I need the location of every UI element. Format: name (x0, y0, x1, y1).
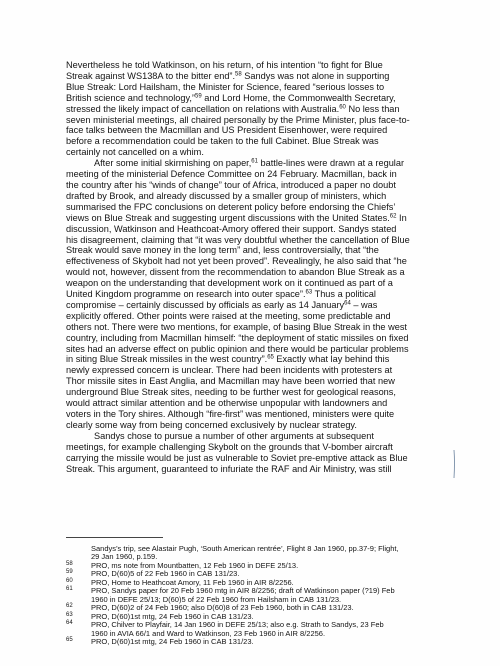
body-line-text: certainly not cancelled on a whim. (66, 147, 204, 158)
footnote (66, 587, 446, 604)
body-line-text: Nevertheless he told Watkinson, on his return, of his intention “to fight for Blue (66, 60, 383, 70)
body-line-text: sites had an adverse effect on public opinion and there would be particular problems (66, 343, 409, 354)
body-line-text: meeting of the ministerial Defence Committee on 24 February. Macmillan, back in (66, 169, 397, 180)
body-line-text: – was (350, 299, 378, 310)
body-line (66, 256, 438, 267)
body-line (66, 136, 438, 147)
body-line-text: compromise – certainly discussed by officials as early as 14 January (66, 299, 345, 310)
footnote-text: PRO, D(60)1st mtg, 24 Feb 1960 in CAB 131/23. (91, 636, 254, 646)
body-line (66, 409, 438, 420)
footnote-ref: 61 (251, 158, 258, 165)
body-line-text: underground Blue Streak sites, needing to be further west for geological reasons, (66, 387, 396, 398)
footnote-text: 1960 in DEFE 25/13; D(60)5 of 22 Feb 1960 from Hailsham in CAB 131/23. (91, 594, 342, 604)
body-line (66, 431, 438, 442)
body-line (66, 365, 438, 376)
footnote-ref: 63 (305, 289, 313, 296)
body-line-text: before a recommendation could be taken to the full Cabinet. Blue Streak was (66, 136, 379, 147)
body-line-text: Thus a political (312, 289, 376, 300)
body-line (66, 278, 438, 289)
body-line-text: discussion, Watkinson and Heathcoat-Amory offered their support. Sandys stated (66, 223, 397, 234)
body-text (66, 60, 438, 474)
body-line-text: Exactly what lay behind this (273, 354, 390, 365)
body-line-text: seven ministerial meetings, all chaired personally by the Prime Minister, plus face-to- (66, 114, 410, 125)
body-line (66, 169, 438, 180)
body-line (66, 464, 438, 475)
footnote-text: PRO, D(60)1st mtg, 24 Feb 1960 in CAB 131/23. (91, 611, 254, 621)
body-line-text: No less than (345, 103, 400, 114)
footnotes (66, 545, 446, 646)
body-line (66, 289, 438, 300)
body-line (66, 267, 438, 278)
body-line-text: and Lord Home, the Commonwealth Secretary, (201, 92, 396, 103)
footnote-text: 29 Jan 1960, p.159. (91, 552, 158, 562)
body-line-text: Thor missile sites in East Anglia, and Macmillan may have been worried that new (66, 376, 395, 387)
body-line (66, 398, 438, 409)
body-line (66, 420, 438, 431)
body-line-text: stressed the likely impact of cancellation on relations with Australia. (66, 103, 340, 114)
body-line (66, 453, 438, 464)
body-line (66, 333, 438, 344)
body-line-text: Streak would save money in the long term” and, less controversially, that “the (66, 245, 379, 256)
body-line-text: the country after his “winds of change” tour of Africa, introduced a paper no doubt (66, 179, 396, 190)
footnote-text: PRO, Sandys paper for 20 Feb 1960 mtg in AIR 8/2256; draft of Watkinson paper (?19) Feb (91, 586, 395, 596)
footnote-number: 62 (66, 603, 73, 610)
body-line (66, 202, 438, 213)
body-line-text: explicitly offered. Other points were raised at the meeting, some predictable and (66, 310, 391, 321)
footnote-text: PRO, D(60)5 of 22 Feb 1960 in CAB 131/23. (91, 569, 240, 579)
body-line-text: his disagreement, claiming that “it was very doubtful whether the cancellation of Blue (66, 234, 410, 245)
body-line (66, 311, 438, 322)
body-line-text: British science and technology,” (66, 92, 196, 103)
footnote-ref: 59 (195, 93, 202, 100)
body-line (66, 354, 438, 365)
footnote-number: 59 (66, 569, 73, 576)
body-line-text: views on Blue Streak and suggesting urgent discussions with the United States. (66, 212, 390, 223)
body-line-text: Sandys was not alone in supporting (241, 70, 390, 81)
body-line-text: meetings, for example challenging Skybolt on the grounds that V-bomber aircraft (66, 441, 393, 452)
body-line-text: After some initial skirmishing on paper, (94, 158, 252, 169)
body-line (66, 235, 438, 246)
body-line-text: United Kingdom programme on research into outer space”. (66, 289, 306, 300)
body-line (66, 224, 438, 235)
body-line-text: Sandys chose to pursue a number of other arguments at subsequent (94, 430, 374, 441)
footnote-text: PRO, D(60)2 of 24 Feb 1960; also D(60)8 of 23 Feb 1960, both in CAB 131/23. (91, 603, 354, 613)
body-line-text: Blue Streak: Lord Hailsham, the Minister for Science, feared “serious losses to (66, 81, 385, 92)
body-line-text: effectiveness of Skybolt had not yet been proved”. Revealingly, he also said that “he (66, 256, 407, 267)
body-line (66, 191, 438, 202)
body-line-text: country, including from Macmillan himself: “the deployment of static missiles on fixed (66, 332, 409, 343)
footnote-number: 61 (66, 586, 73, 593)
body-line-text: Streak. This argument, guaranteed to infuriate the RAF and Air Ministry, was still (66, 463, 392, 474)
body-line-text: others not. There were two mentions, for example, of basing Blue Streak in the west (66, 321, 407, 332)
footnote-text: PRO, ms note from Mountbatten, 12 Feb 1960 in DEFE 25/13. (91, 560, 299, 570)
footnote-number: 58 (66, 560, 73, 567)
body-line (66, 387, 438, 398)
footnote-number: 65 (66, 636, 73, 643)
footnote-ref: 58 (235, 71, 242, 78)
body-line-text: face talks between the Macmillan and US President Eisenhower, were required (66, 125, 388, 136)
body-line (66, 60, 438, 71)
body-line-text: voters in the Tory shires. Although “fire-first” was mentioned, ministers were quite (66, 409, 395, 419)
footnote-ref: 60 (339, 104, 346, 111)
body-line-text: summarised the FPC conclusions on deterent policy before endorsing the Chiefs’ (66, 201, 396, 212)
body-line-text: weapon on the understanding that development work on it continued as part of a (66, 278, 393, 289)
body-line-text: would not, however, dissent from the recommendation to abandon Blue Streak as a (66, 267, 405, 278)
body-line-text: drafted by Brook, and already discussed by a smaller group of ministers, which (66, 190, 387, 201)
body-line-text: battle-lines were drawn at a regular (257, 158, 405, 169)
body-line-text: carrying the missile would be just as vulnerable to Soviet pre-emptive attack as Blue (66, 452, 408, 463)
body-line-text: would attract similar attention and be otherwise unpopular with landowners and (66, 398, 388, 409)
body-line (66, 93, 438, 104)
body-line-text: clearly some way from being concerned exclusively by nuclear strategy. (66, 419, 357, 430)
body-line-text: in siting Blue Streak missiles in the west country”. (66, 354, 268, 365)
footnote-text: PRO, Chilver to Playfair, 14 Jan 1960 in DEFE 25/13; also e.g. Strath to Sandys, 23 Feb (91, 620, 384, 630)
body-line (66, 300, 438, 311)
footnote-text: Sandys’s trip, see Alastair Pugh, ‘South American rentrée’, Flight 8 Jan 1960, pp.37-9; Flight, (91, 544, 399, 553)
body-line (66, 104, 438, 115)
footnote-ref: 65 (267, 355, 274, 362)
body-line (66, 442, 438, 453)
footnote (66, 545, 446, 562)
body-line (66, 344, 438, 355)
body-line (66, 82, 438, 93)
body-line (66, 115, 438, 126)
body-line (66, 71, 438, 82)
body-line (66, 180, 438, 191)
footnote-ref: 64 (344, 300, 351, 307)
footnote-text: 1960 in AVIA 66/1 and Ward to Watkinson, 23 Feb 1960 in AIR 8/2256. (91, 628, 326, 638)
body-line (66, 213, 438, 224)
body-line (66, 147, 438, 158)
body-line-text: In (396, 212, 407, 223)
body-line (66, 322, 438, 333)
footnote-divider (66, 537, 163, 538)
body-line-text: Streak against WS138A to the bitter end”. (66, 70, 236, 81)
footnote (66, 621, 446, 638)
body-line (66, 376, 438, 387)
footnote (66, 638, 446, 646)
body-line (66, 158, 438, 169)
footnote-number: 63 (66, 611, 73, 618)
footnote-text: PRO, Home to Heathcoat Amory, 11 Feb 1960 in AIR 8/2256. (91, 577, 294, 587)
body-line (66, 245, 438, 256)
footnote-number: 64 (66, 620, 73, 627)
footnote-ref: 62 (389, 213, 397, 220)
body-line (66, 125, 438, 136)
body-line-text: newly expressed concern is unclear. There had been incidents with protesters at (66, 365, 393, 376)
footnote-number: 60 (66, 577, 73, 584)
